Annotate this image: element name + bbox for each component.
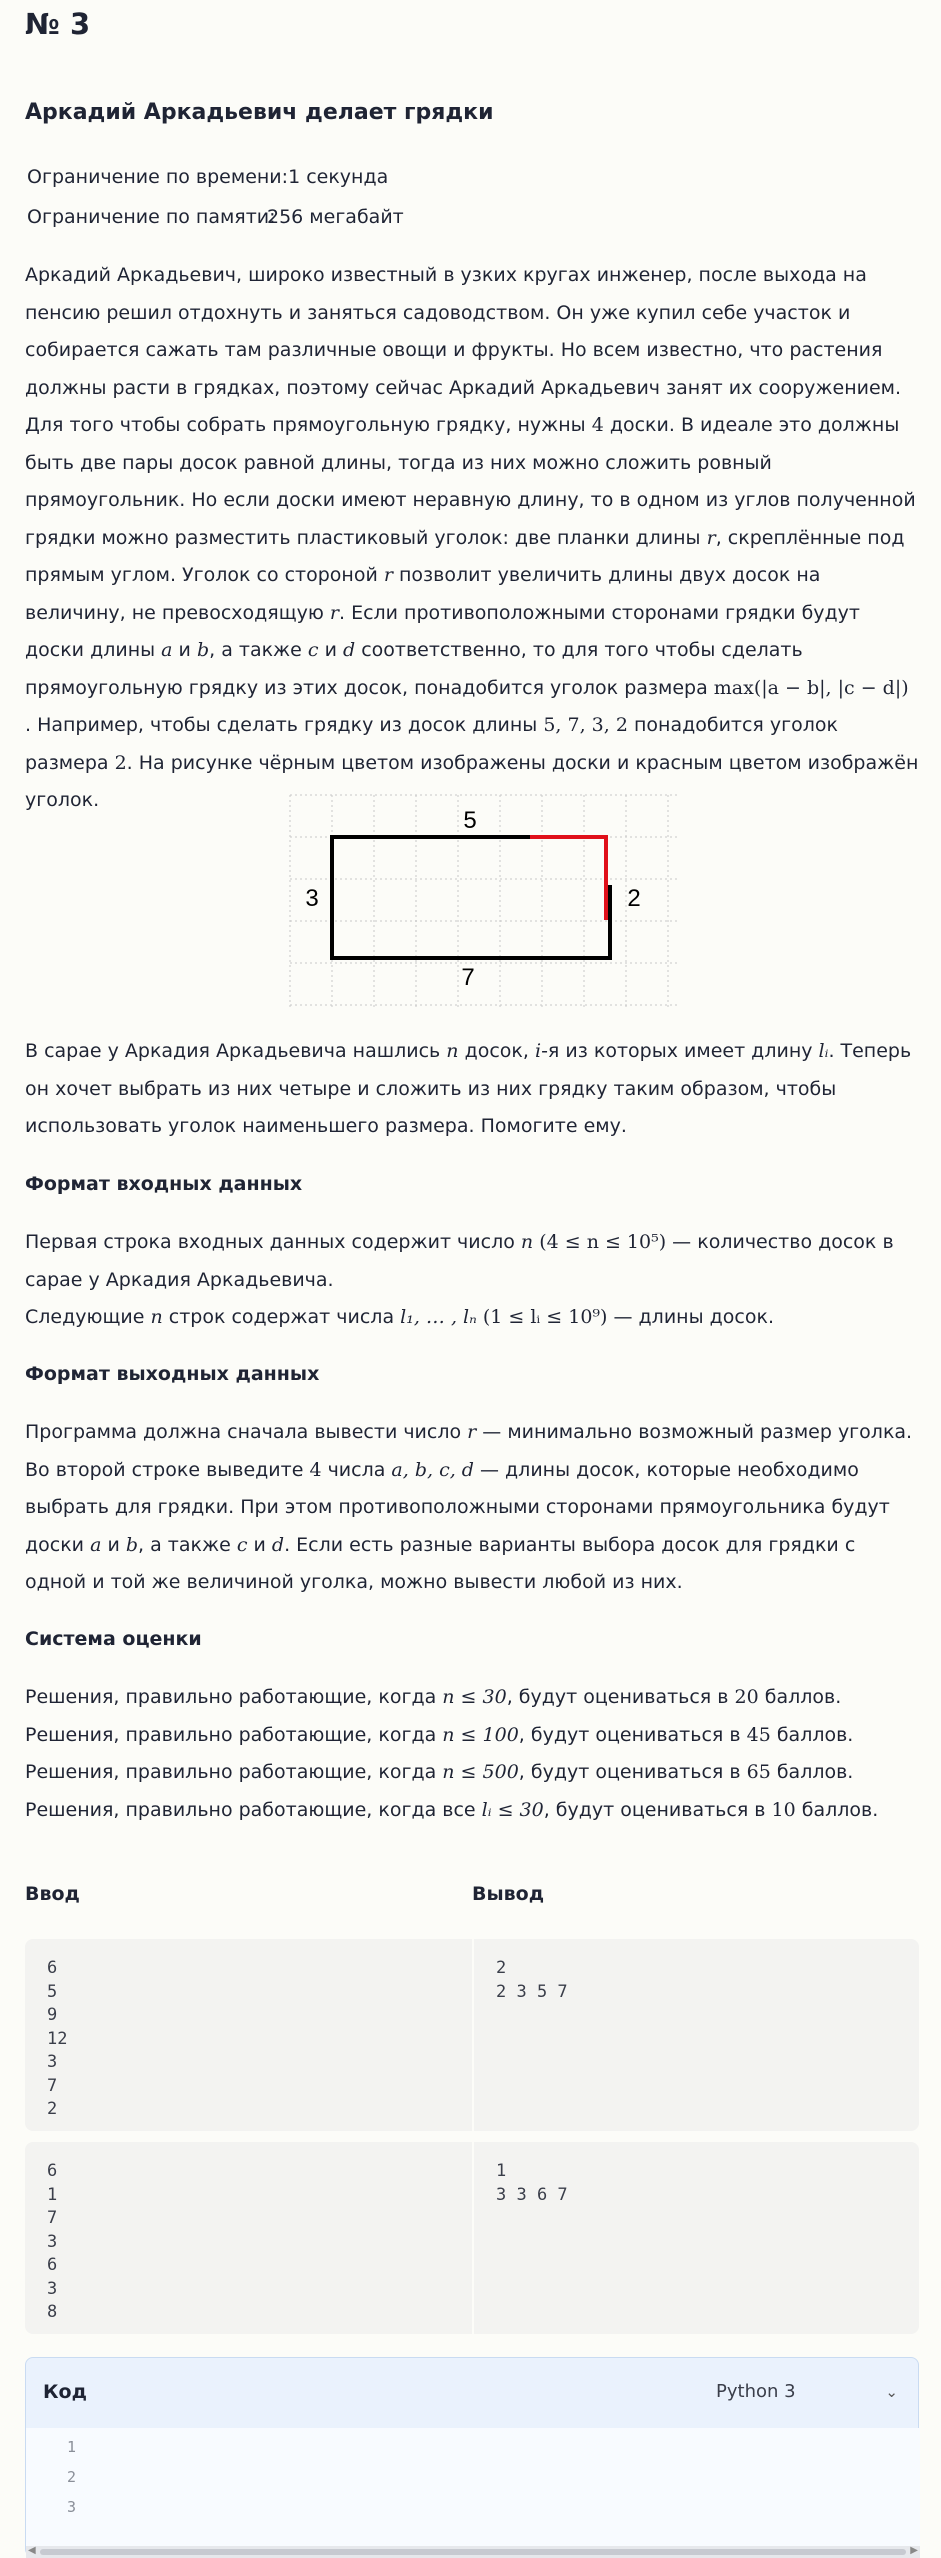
math: 5, 7, 3, 2 <box>543 714 628 736</box>
code-panel-header <box>26 2358 918 2428</box>
scoring-row <box>25 1717 919 1755</box>
math: n ≤ 100 <box>442 1723 519 1746</box>
input-line-1 <box>25 1224 919 1299</box>
math: r <box>329 601 339 624</box>
time-limit-label: Ограничение по времени: <box>27 166 289 188</box>
scroll-left-icon[interactable]: ◀ <box>28 2545 36 2556</box>
horizontal-scrollbar[interactable] <box>26 2546 920 2558</box>
text: и <box>101 1533 126 1556</box>
math: a, b, c, d <box>391 1458 474 1481</box>
text: Следующие <box>25 1306 151 1328</box>
statement-paragraph-2 <box>25 407 919 820</box>
scoring-row <box>25 1792 919 1830</box>
text: . На рисунке чёрным цветом изображены доски и красным цветом изображён уголок. <box>25 751 919 811</box>
math: 4 <box>309 1458 322 1481</box>
line-number: 2 <box>66 2468 76 2486</box>
input-format-body <box>25 1224 919 1337</box>
statement-paragraph-1: Аркадий Аркадьевич, широко известный в узких кругах инженер, после выхода на пенсию решил отдохнуть и заняться садоводством. Он уже купил себе участок и собирается сажать там различные овощи и фрукты. Но всем известно, что растения должны расти в грядках, поэтому сейчас Аркадий Аркадьевич занят их сооружением. <box>25 264 902 399</box>
math: i <box>534 1040 542 1062</box>
text: . Например, чтобы сделать грядку из досок длины <box>25 714 544 736</box>
math: a <box>161 639 173 661</box>
text: , а также <box>209 639 308 661</box>
problem-number: № 3 <box>25 7 91 41</box>
math: r <box>467 1421 477 1443</box>
text: В сарае у Аркадия Аркадьевича нашлись <box>25 1040 447 1062</box>
memory-limit-row <box>27 197 404 237</box>
text: числа <box>321 1458 392 1481</box>
scrollbar-thumb[interactable] <box>40 2549 906 2555</box>
text: Решения, правильно работающие, когда <box>25 1761 443 1783</box>
chevron-down-icon: ⌄ <box>885 2383 898 2401</box>
text: позволит увеличить длины двух досок на величину, не превосходящую <box>25 564 821 624</box>
time-limit-value: 1 секунда <box>288 166 389 188</box>
math: 65 <box>746 1761 771 1783</box>
input-format-heading: Формат входных данных <box>25 1173 303 1195</box>
sample-1-output[interactable]: 2 2 3 5 7 <box>472 1939 919 2131</box>
samples-output-heading: Вывод <box>472 1883 545 1905</box>
math: r <box>383 564 393 586</box>
label-bottom: 7 <box>461 964 475 991</box>
time-limit-row <box>27 157 404 197</box>
math: (4 ≤ n ≤ 10⁵) <box>539 1231 667 1253</box>
text: Программа должна сначала вывести число <box>25 1421 468 1443</box>
math: c <box>236 1533 248 1556</box>
math: 2 <box>114 751 127 774</box>
garden-bed-figure <box>290 795 680 1010</box>
problem-statement <box>25 257 919 820</box>
math: c <box>307 639 319 661</box>
math: n ≤ 500 <box>442 1761 519 1783</box>
math: d <box>343 639 356 661</box>
text: досок, <box>458 1040 535 1062</box>
math: b <box>125 1533 139 1556</box>
label-top: 5 <box>463 807 477 834</box>
scoring-row <box>25 1754 919 1792</box>
sample-2-input[interactable]: 6 1 7 3 6 3 8 <box>47 2161 58 2322</box>
memory-limit-label: Ограничение по памяти: <box>27 206 276 228</box>
text: -я из которых имеет длину <box>541 1040 819 1062</box>
text: и <box>247 1533 272 1556</box>
math: l₁, … , lₙ <box>400 1306 477 1328</box>
limits-block <box>27 157 404 237</box>
text: доски. В идеале это должны быть две пары досок равной длины, тогда из них можно сложить ровный прямоугольник. Но если доски имеют неравную длину, то в одном из углов полученной грядки можно разместить пластиковый уголок: две планки длины <box>25 414 916 549</box>
text: , а также <box>138 1533 237 1556</box>
sample-2-output[interactable]: 1 3 3 6 7 <box>472 2142 919 2334</box>
text: баллов. <box>758 1686 842 1708</box>
math: 10 <box>771 1798 796 1821</box>
text: , будут оцениваться в <box>506 1686 735 1708</box>
text: Решения, правильно работающие, когда <box>25 1723 443 1746</box>
text: — длины досок. <box>607 1306 774 1328</box>
text: . Если противоположными сторонами грядки будут доски длины <box>25 601 860 661</box>
story-text <box>25 1033 919 1146</box>
text: строк содержат числа <box>162 1306 401 1328</box>
scoring-body <box>25 1679 919 1829</box>
math: 20 <box>734 1686 759 1708</box>
text: Для того чтобы собрать прямоугольную грядку, нужны <box>25 414 592 436</box>
math: n ≤ 30 <box>442 1686 507 1708</box>
text: , будут оцениваться в <box>518 1761 747 1783</box>
math: lᵢ ≤ 30 <box>481 1798 544 1821</box>
math: a <box>90 1533 102 1556</box>
scroll-right-icon[interactable]: ▶ <box>910 2545 918 2556</box>
output-line-1 <box>25 1414 919 1452</box>
text: — минимально возможный размер уголка. <box>476 1421 913 1443</box>
math: n <box>520 1231 534 1253</box>
math: 4 <box>591 414 604 436</box>
text: Решения, правильно работающие, когда <box>25 1686 443 1708</box>
text: — длины досок, которые необходимо выбрать для грядки. При этом противоположными сторонами прямоугольника будут доски <box>25 1458 890 1556</box>
language-select[interactable] <box>716 2374 906 2410</box>
line-number-gutter <box>26 2432 76 2522</box>
problem-title: Аркадий Аркадьевич делает грядки <box>25 100 494 125</box>
math: lᵢ <box>818 1040 829 1062</box>
math: (1 ≤ lᵢ ≤ 10⁹) <box>482 1306 608 1328</box>
text: и <box>172 639 197 661</box>
code-submission-panel <box>25 2357 919 2557</box>
code-editor-area <box>26 2428 920 2558</box>
scoring-heading: Система оценки <box>25 1628 202 1650</box>
code-editor-input[interactable] <box>96 2428 910 2546</box>
text: баллов. <box>770 1723 854 1746</box>
figure-grid <box>290 795 680 1010</box>
memory-limit-value: 256 мегабайт <box>267 206 404 228</box>
math: n <box>446 1040 459 1062</box>
text: . Если есть разные варианты выбора досок для грядки с одной и той же величиной уголка, можно вывести любой из них. <box>25 1533 856 1593</box>
sample-2 <box>25 2142 919 2334</box>
output-line-2 <box>25 1452 919 1602</box>
text: . Теперь он хочет выбрать из них четыре и сложить из них грядку таким образом, чтобы использовать уголок наименьшего размера. Помогите ему. <box>25 1040 912 1137</box>
sample-1-input[interactable]: 6 5 9 12 3 7 2 <box>47 1958 68 2119</box>
text: баллов. <box>795 1798 879 1821</box>
math: 45 <box>746 1723 771 1746</box>
text: — количество досок в сарае у Аркадия Аркадьевича. <box>25 1231 894 1291</box>
language-select-value: Python 3 <box>716 2381 796 2402</box>
samples-input-heading: Ввод <box>25 1883 80 1905</box>
text: , будут оцениваться в <box>543 1798 772 1821</box>
line-number: 1 <box>66 2438 76 2456</box>
math: r <box>706 526 716 549</box>
text: Решения, правильно работающие, когда все <box>25 1798 482 1821</box>
output-format-heading: Формат выходных данных <box>25 1363 320 1385</box>
output-format-body <box>25 1414 919 1602</box>
text: , скреплённые под прямым углом. Уголок со стороной <box>25 526 905 586</box>
text: Первая строка входных данных содержит число <box>25 1231 521 1253</box>
text: понадобится уголок размера <box>25 714 838 774</box>
sample-1 <box>25 1939 919 2131</box>
label-right: 2 <box>627 885 641 912</box>
text: Во второй строке выведите <box>25 1458 310 1481</box>
line-number: 3 <box>66 2498 76 2516</box>
text: соответственно, то для того чтобы сделать прямоугольную грядку из этих досок, понадобится уголок размера <box>25 639 803 699</box>
math: b <box>196 639 210 661</box>
input-line-2 <box>25 1299 919 1337</box>
math: n <box>150 1306 163 1328</box>
story-paragraph <box>25 1033 919 1146</box>
label-left: 3 <box>305 885 319 912</box>
text: баллов. <box>770 1761 854 1783</box>
code-label: Код <box>43 2381 87 2403</box>
scoring-row <box>25 1679 919 1717</box>
max-formula: max(|a − b|, |c − d|) <box>713 676 909 699</box>
text: , будут оцениваться в <box>518 1723 747 1746</box>
math: d <box>271 1533 285 1556</box>
text: и <box>318 639 343 661</box>
